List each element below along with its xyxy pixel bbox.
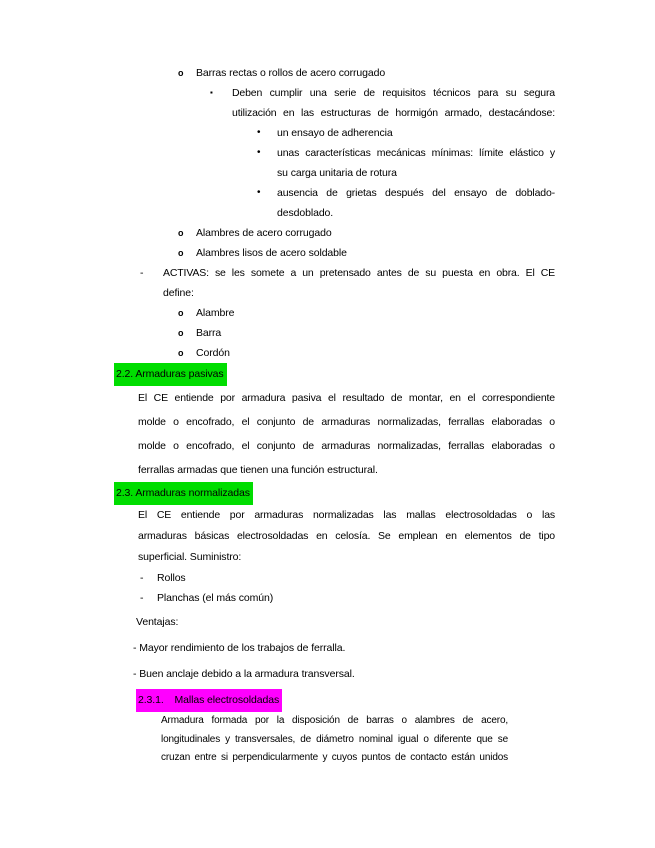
dot-bullet-icon: •	[257, 127, 261, 138]
list-item-planchas	[140, 588, 655, 608]
list-item-text: ACTIVAS: se les somete a un pretensado antes de su puesta en obra. El CE	[163, 267, 555, 279]
list-item-text: un ensayo de adherencia	[277, 127, 393, 139]
list-item-text: ausencia de grietas después del ensayo de doblado-	[277, 187, 555, 199]
paragraph-line: Armadura formada por la disposición de barras o alambres de acero,	[161, 715, 508, 726]
list-item-activas	[140, 263, 555, 303]
circle-bullet-icon: o	[178, 348, 184, 358]
paragraph-armaduras-pasivas	[138, 386, 555, 482]
paragraph-buen-anclaje	[133, 664, 655, 684]
list-item-ensayo-adherencia	[257, 123, 555, 143]
dash-bullet-icon: -	[140, 572, 144, 584]
dash-bullet-icon: -	[140, 592, 144, 604]
list-item-deben-cumplir	[210, 83, 555, 123]
circle-bullet-icon: o	[178, 248, 184, 258]
paragraph-line: armaduras básicas electrosoldadas en celosía. Se emplean en elementos de tipo	[138, 530, 555, 542]
list-item-cordon	[178, 343, 655, 363]
list-item-text: unas características mecánicas mínimas: límite elástico y	[277, 147, 555, 159]
paragraph-line: Ventajas:	[136, 616, 179, 628]
list-item-text: Barra	[196, 327, 222, 339]
paragraph-line: ferrallas armadas que tienen una función estructural.	[138, 464, 378, 476]
heading-highlight: 2.2. Armaduras pasivas	[114, 363, 227, 386]
circle-bullet-icon: o	[178, 308, 184, 318]
list-item-rollos	[140, 568, 655, 588]
paragraph-mallas-electrosoldadas	[161, 712, 508, 768]
circle-bullet-icon: o	[178, 68, 184, 78]
paragraph-line: El CE entiende por armadura pasiva el resultado de montar, en el correspondiente	[138, 392, 555, 404]
list-item-ausencia-grietas	[257, 183, 555, 223]
paragraph-line: longitudinales y transversales, de diámetro nominal igual o diferente que se	[161, 733, 508, 745]
list-item-text: Alambres lisos de acero soldable	[196, 247, 347, 259]
paragraph-line: molde o encofrado, el conjunto de armaduras normalizadas, ferrallas elaboradas o	[138, 440, 555, 452]
list-item-text: Alambres de acero corrugado	[196, 227, 332, 239]
list-item-text: define:	[163, 287, 194, 299]
heading-2-2-armaduras-pasivas	[114, 363, 655, 386]
list-item-text: utilización en las estructuras de hormigón armado, destacándose:	[232, 107, 555, 119]
paragraph-ventajas	[136, 612, 655, 632]
list-item-text: Rollos	[157, 572, 186, 584]
heading-number: 2.3.1.	[138, 694, 164, 706]
circle-bullet-icon: o	[178, 328, 184, 338]
square-bullet-icon: ▪	[210, 88, 213, 97]
list-item-caracteristicas-mecanicas	[257, 143, 555, 183]
heading-title: Mallas electrosoldadas	[174, 694, 280, 706]
list-item-barras-rectas	[178, 63, 655, 83]
dash-bullet-icon: -	[140, 267, 144, 279]
paragraph-line: - Buen anclaje debido a la armadura transversal.	[133, 668, 355, 680]
paragraph-line: superficial. Suministro:	[138, 551, 242, 563]
paragraph-line: molde o encofrado, el conjunto de armaduras normalizadas, ferrallas elaboradas o	[138, 416, 555, 428]
heading-highlight	[136, 689, 282, 712]
heading-highlight: 2.3. Armaduras normalizadas	[114, 482, 253, 505]
dot-bullet-icon: •	[257, 147, 261, 158]
paragraph-line: - Mayor rendimiento de los trabajos de ferralla.	[133, 642, 346, 654]
list-item-text: Planchas (el más común)	[157, 592, 274, 604]
heading-2-3-armaduras-normalizadas	[114, 482, 655, 505]
list-item-text: Deben cumplir una serie de requisitos técnicos para su segura	[232, 87, 555, 99]
paragraph-line: cruzan entre si perpendicularmente y cuyos puntos de contacto están unidos	[161, 752, 508, 763]
list-item-alambres-lisos	[178, 243, 655, 263]
list-item-text: Barras rectas o rollos de acero corrugado	[196, 67, 386, 79]
paragraph-mayor-rendimiento	[133, 638, 655, 658]
list-item-barra	[178, 323, 655, 343]
list-item-alambre	[178, 303, 655, 323]
circle-bullet-icon: o	[178, 228, 184, 238]
paragraph-armaduras-normalizadas	[138, 505, 555, 568]
list-item-text: Alambre	[196, 307, 235, 319]
list-item-text: desdoblado.	[277, 207, 334, 219]
list-item-alambres-corrugado	[178, 223, 655, 243]
heading-2-3-1-mallas-electrosoldadas	[136, 689, 655, 712]
dot-bullet-icon: •	[257, 187, 261, 198]
list-item-text: su carga unitaria de rotura	[277, 167, 397, 179]
paragraph-line: El CE entiende por armaduras normalizadas las mallas electrosoldadas o las	[138, 509, 555, 521]
list-item-text: Cordón	[196, 347, 230, 359]
